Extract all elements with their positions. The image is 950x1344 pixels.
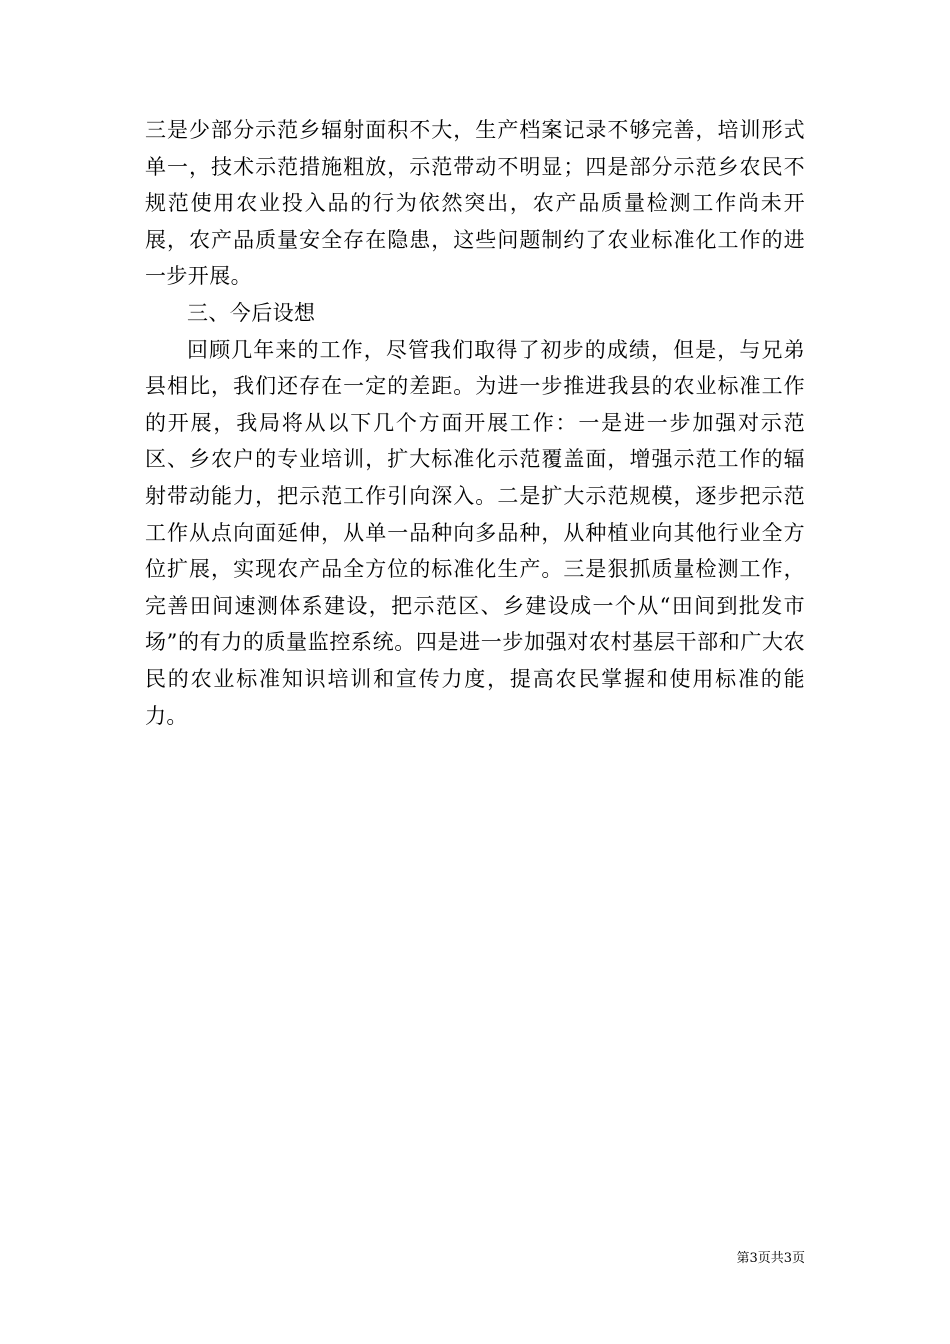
page-number-label: 第3页共3页 [736, 1251, 805, 1266]
paragraph-continuation: 三是少部分示范乡辐射面积不大，生产档案记录不够完善，培训形式单一，技术示范措施粗放，示范带动不明显；四是部分示范乡农民不规范使用农业投入品的行为依然突出，农产品质量检测工作尚未开展，农产品质量安全存在隐患，这些问题制约了农业标准化工作的进一步开展。 [145, 118, 805, 289]
paragraph-future-plans: 回顾几年来的工作，尽管我们取得了初步的成绩，但是，与兄弟县相比，我们还存在一定的差距。为进一步推进我县的农业标准工作的开展，我局将从以下几个方面开展工作：一是进一步加强对示范区、乡农户的专业培训，扩大标准化示范覆盖面，增强示范工作的辐射带动能力，把示范工作引向深入。二是扩大示范规模，逐步把示范工作从点向面延伸，从单一品种向多品种，从种植业向其他行业全方位扩展，实现农产品全方位的标准化生产。三是狠抓质量检测工作，完善田间速测体系建设，把示范区、乡建设成一个从“田间到批发市场”的有力的质量监控系统。四是进一步加强对农村基层干部和广大农民的农业标准知识培训和宣传力度，提高农民掌握和使用标准的能力。 [145, 337, 805, 728]
section-heading: 三、今后设想 [187, 300, 316, 325]
page-number-footer [700, 1247, 805, 1266]
document-body [145, 112, 805, 734]
